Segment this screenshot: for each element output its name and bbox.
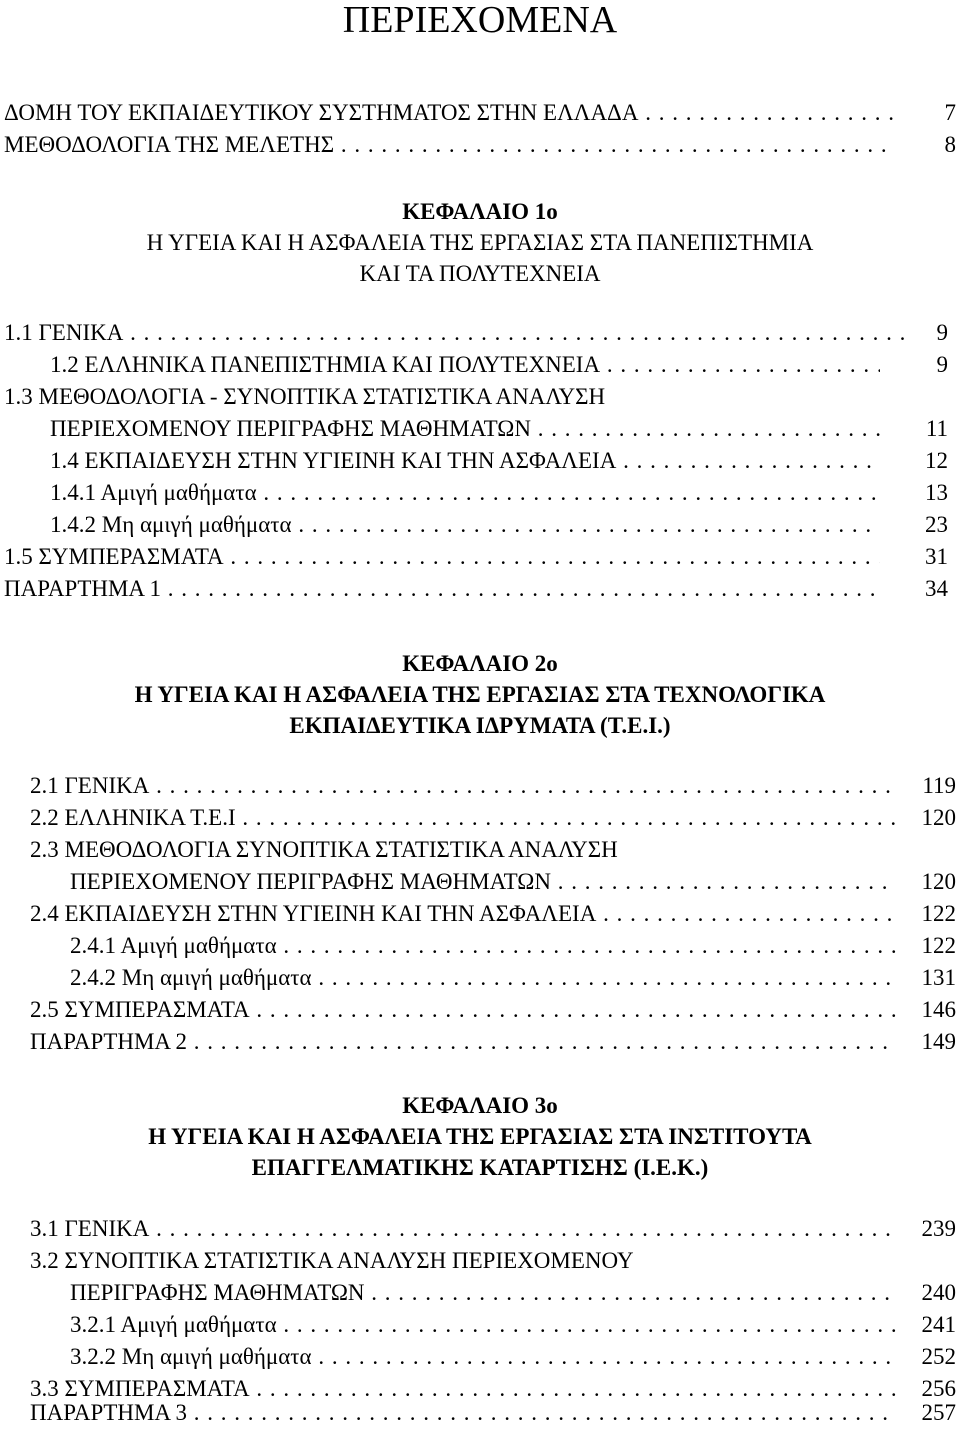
toc-entry-label: ΠΑΡΑΡΤΗΜΑ 2 . . .	[30, 1027, 896, 1057]
toc-entry-label: 1.1 ΓΕΝΙΚΑ . . .	[4, 318, 904, 348]
toc-entry-label: ΠΕΡΙΕΧΟΜΕΝΟΥ ΠΕΡΙΓΡΑΦΗΣ ΜΑΘΗΜΑΤΩΝ . . .	[50, 414, 880, 444]
toc-entry-page: 11	[925, 416, 948, 441]
toc-entry[interactable]	[0, 1342, 960, 1372]
toc-entry-label: 2.4.2 Μη αμιγή μαθήματα . . .	[70, 963, 896, 993]
chapter-title: ΕΚΠΑΙΔΕΥΤΙΚΑ ΙΔΡΥΜΑΤΑ (Τ.Ε.Ι.)	[289, 713, 671, 738]
toc-entry[interactable]	[0, 446, 960, 476]
toc-entry-label: ΠΕΡΙΕΧΟΜΕΝΟΥ ΠΕΡΙΓΡΑΦΗΣ ΜΑΘΗΜΑΤΩΝ . . .	[70, 867, 896, 897]
toc-entry-label: 2.5 ΣΥΜΠΕΡΑΣΜΑΤΑ . . .	[30, 995, 896, 1025]
toc-entry[interactable]	[0, 130, 960, 160]
toc-entry-label: ΜΕΘΟΔΟΛΟΓΙΑ ΤΗΣ ΜΕΛΕΤΗΣ . . .	[4, 130, 894, 160]
toc-entry[interactable]	[0, 931, 960, 961]
toc-entry-label: ΔΟΜΗ ΤΟΥ ΕΚΠΑΙΔΕΥΤΙΚΟΥ ΣΥΣΤΗΜΑΤΟΣ ΣΤΗΝ ΕΛΛΑΔΑ . . .	[4, 98, 894, 128]
toc-entry[interactable]	[0, 963, 960, 993]
toc-entry-page: 131	[921, 965, 956, 990]
toc-entry-label: 1.5 ΣΥΜΠΕΡΑΣΜΑΤΑ . . .	[4, 542, 880, 572]
chapter-title: Η ΥΓΕΙΑ ΚΑΙ Η ΑΣΦΑΛΕΙΑ ΤΗΣ ΕΡΓΑΣΙΑΣ ΣΤΑ ΤΕΧΝΟΛΟΓΙΚΑ	[134, 682, 826, 707]
toc-entry-page: 241	[921, 1312, 956, 1337]
toc-entry-page: 120	[921, 869, 956, 894]
toc-entry[interactable]	[0, 835, 960, 865]
chapter-title: Η ΥΓΕΙΑ ΚΑΙ Η ΑΣΦΑΛΕΙΑ ΤΗΣ ΕΡΓΑΣΙΑΣ ΣΤΑ ΠΑΝΕΠΙΣΤΗΜΙΑ	[146, 230, 814, 255]
toc-entry[interactable]	[0, 542, 960, 572]
toc-entry-label: 1.4.2 Μη αμιγή μαθήματα . . .	[50, 510, 880, 540]
toc-entry-label: 1.3 ΜΕΘΟΔΟΛΟΓΙΑ - ΣΥΝΟΠΤΙΚΑ ΣΤΑΤΙΣΤΙΚΑ ΑΝΑΛΥΣΗ	[4, 384, 606, 409]
chapter-title: Η ΥΓΕΙΑ ΚΑΙ Η ΑΣΦΑΛΕΙΑ ΤΗΣ ΕΡΓΑΣΙΑΣ ΣΤΑ ΙΝΣΤΙΤΟΥΤΑ	[148, 1124, 812, 1149]
toc-entry[interactable]	[0, 995, 960, 1025]
toc-entry-label: 2.1 ΓΕΝΙΚΑ . . .	[30, 771, 896, 801]
toc-entry-page: 12	[925, 448, 948, 473]
toc-entry[interactable]	[0, 1310, 960, 1340]
toc-entry-label: 1.4.1 Αμιγή μαθήματα . . .	[50, 478, 880, 508]
toc-entry[interactable]	[0, 899, 960, 929]
toc-entry-page: 146	[921, 997, 956, 1022]
toc-entry-label: 3.2.1 Αμιγή μαθήματα . . .	[70, 1310, 896, 1340]
toc-entry[interactable]	[0, 478, 960, 508]
chapter-heading: ΚΕΦΑΛΑΙΟ 1ο	[402, 199, 558, 224]
page-title: ΠΕΡΙΕΧΟΜΕΝΑ	[342, 0, 618, 41]
toc-entry-page: 34	[925, 576, 948, 601]
toc-entry-label: 3.1 ΓΕΝΙΚΑ . . .	[30, 1214, 896, 1244]
toc-entry-label: 1.4 ΕΚΠΑΙΔΕΥΣΗ ΣΤΗΝ ΥΓΙΕΙΝΗ ΚΑΙ ΤΗΝ ΑΣΦΑΛΕΙΑ . . .	[50, 446, 880, 476]
toc-entry-label: 3.3 ΣΥΜΠΕΡΑΣΜΑΤΑ . . .	[30, 1374, 896, 1404]
toc-entry-page: 31	[925, 544, 948, 569]
toc-entry[interactable]	[0, 318, 960, 348]
toc-entry[interactable]	[0, 1278, 960, 1308]
toc-entry[interactable]	[0, 574, 960, 604]
toc-entry-page: 239	[921, 1216, 956, 1241]
toc-entry-label: ΠΕΡΙΓΡΑΦΗΣ ΜΑΘΗΜΑΤΩΝ . . .	[70, 1278, 896, 1308]
toc-entry-page: 122	[921, 901, 956, 926]
toc-entry-label: ΠΑΡΑΡΤΗΜΑ 3 . . .	[30, 1398, 896, 1428]
toc-entry-page: 149	[921, 1029, 956, 1054]
toc-entry-page: 7	[944, 100, 956, 125]
toc-entry-label: 2.4.1 Αμιγή μαθήματα . . .	[70, 931, 896, 961]
toc-entry-label: 2.2 ΕΛΛΗΝΙΚΑ Τ.Ε.Ι . . .	[30, 803, 896, 833]
toc-entry[interactable]	[0, 510, 960, 540]
toc-entry[interactable]	[0, 1246, 960, 1276]
toc-entry-page: 252	[921, 1344, 956, 1369]
toc-entry[interactable]	[0, 414, 960, 444]
toc-entry-page: 9	[936, 320, 948, 345]
toc-entry-page: 119	[922, 773, 956, 798]
toc-entry[interactable]	[0, 1027, 960, 1057]
toc-entry-label: 1.2 ΕΛΛΗΝΙΚΑ ΠΑΝΕΠΙΣΤΗΜΙΑ ΚΑΙ ΠΟΛΥΤΕΧΝΕΙΑ . . .	[50, 350, 880, 380]
chapter-title: ΕΠΑΓΓΕΛΜΑΤΙΚΗΣ ΚΑΤΑΡΤΙΣΗΣ (Ι.Ε.Κ.)	[251, 1155, 709, 1180]
toc-entry[interactable]	[0, 1398, 960, 1428]
toc-entry-page: 240	[921, 1280, 956, 1305]
toc-entry-page: 120	[921, 805, 956, 830]
toc-entry[interactable]	[0, 1214, 960, 1244]
toc-entry-label: 2.3 ΜΕΘΟΔΟΛΟΓΙΑ ΣΥΝΟΠΤΙΚΑ ΣΤΑΤΙΣΤΙΚΑ ΑΝΑΛΥΣΗ	[30, 837, 618, 862]
toc-entry[interactable]	[0, 98, 960, 128]
toc-entry-page: 23	[925, 512, 948, 537]
toc-entry[interactable]	[0, 350, 960, 380]
toc-entry-page: 13	[925, 480, 948, 505]
toc-entry[interactable]	[0, 803, 960, 833]
toc-entry-label: 3.2 ΣΥΝΟΠΤΙΚΑ ΣΤΑΤΙΣΤΙΚΑ ΑΝΑΛΥΣΗ ΠΕΡΙΕΧΟΜΕΝΟΥ	[30, 1248, 634, 1273]
toc-entry[interactable]	[0, 771, 960, 801]
chapter-heading: ΚΕΦΑΛΑΙΟ 2ο	[402, 651, 558, 676]
toc-entry-page: 9	[936, 352, 948, 377]
toc-entry[interactable]	[0, 867, 960, 897]
toc-entry-page: 256	[921, 1376, 956, 1401]
toc-entry-page: 257	[921, 1400, 956, 1425]
chapter-title: ΚΑΙ ΤΑ ΠΟΛΥΤΕΧΝΕΙΑ	[359, 261, 601, 286]
toc-entry[interactable]	[0, 382, 960, 412]
toc-entry-page: 122	[921, 933, 956, 958]
toc-entry-label: 2.4 ΕΚΠΑΙΔΕΥΣΗ ΣΤΗΝ ΥΓΙΕΙΝΗ ΚΑΙ ΤΗΝ ΑΣΦΑΛΕΙΑ . . .	[30, 899, 896, 929]
toc-entry-label: ΠΑΡΑΡΤΗΜΑ 1 . . .	[4, 574, 880, 604]
toc-entry-page: 8	[944, 132, 956, 157]
toc-entry-label: 3.2.2 Μη αμιγή μαθήματα . . .	[70, 1342, 896, 1372]
chapter-heading: ΚΕΦΑΛΑΙΟ 3ο	[402, 1093, 558, 1118]
